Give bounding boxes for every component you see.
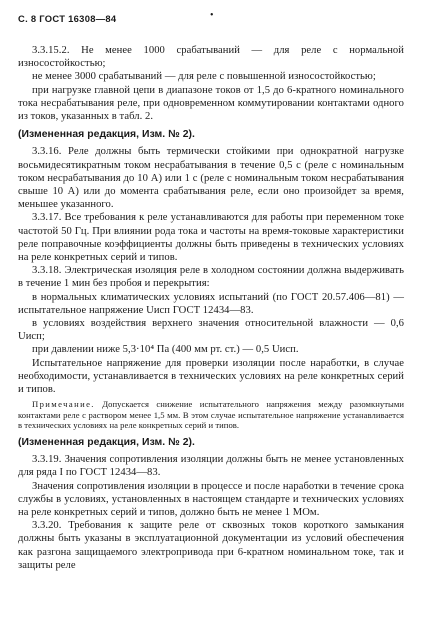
note-paragraph xyxy=(18,399,404,431)
paragraph: не менее 3000 срабатываний — для реле с повышенной износостойкостью; xyxy=(32,71,376,83)
paragraph: Испытательное напряжение для проверки изоляции после наработки, в случае необходимости, устанавливается в технических условиях на реле конкретных серий и типов. xyxy=(18,357,404,396)
note-label: Примечание. xyxy=(32,399,95,410)
paragraph: в нормальных климатических условиях испытаний (по ГОСТ 20.57.406—81) — испытательное напряжение Uисп ГОСТ 12434—83. xyxy=(18,291,404,316)
paragraph: 3.3.18. Электрическая изоляция реле в холодном состоянии должна выдерживать в течение 1 мин без пробоя и перекрытия: xyxy=(18,265,404,290)
paragraph: 3.3.16. Реле должны быть термически стойкими при однократной нагрузке восьмидесятикратным током несрабатывания в течение 0,5 с (реле с номинальным током несрабатывания до 10 А) или 1 с (реле с номинальным током несрабатывания свыше 10 А) или до момента срабатывания реле, если оно произойдет за время, меньшее указанного. xyxy=(18,146,404,211)
paragraph: 3.3.19. Значения сопротивления изоляции должны быть не менее установленных для ряда I по ГОСТ 12434—83. xyxy=(18,454,404,479)
amendment-heading: (Измененная редакция, Изм. № 2). xyxy=(18,129,195,141)
page-header: С. 8 ГОСТ 16308—84 xyxy=(18,13,117,24)
amendment-heading: (Измененная редакция, Изм. № 2). xyxy=(18,437,195,449)
document-body xyxy=(18,44,404,572)
paragraph: 3.3.20. Требования к защите реле от сквозных токов короткого замыкания должны быть указаны в эксплуатационной документации из условий обеспечения как разгона защищаемого электропривода при 6-кратном номинальном токе, так и защиты реле xyxy=(18,520,404,571)
paragraph: 3.3.17. Все требования к реле устанавливаются для работы при переменном токе частотой 50 Гц. При влиянии рода тока и частоты на время-токовые характеристики реле поправочные коэффициенты должны быть приведены в технических условиях на реле конкретных серий и типов. xyxy=(18,212,404,264)
paragraph: в условиях воздействия верхнего значения относительной влажности — 0,6 Uисп; xyxy=(18,318,404,343)
page-mark: • xyxy=(210,10,214,21)
paragraph: Значения сопротивления изоляции в процессе и после наработки в течение срока службы в условиях, установленных в настоящем стандарте и технических условиях на реле конкретных серий и типов, должно быть не менее 1 МОм. xyxy=(18,480,404,519)
paragraph: 3.3.15.2. Не менее 1000 срабатываний — для реле с нормальной износостойкостью; xyxy=(18,45,404,70)
paragraph: при давлении ниже 5,3·10⁴ Па (400 мм рт. ст.) — 0,5 Uисп. xyxy=(32,344,299,356)
note-text: Допускается снижение испытательного напряжения между разомкнутыми контактами реле с раствором менее 1,5 мм. В этом случае испытательное напряжение устанавливается в технических условиях на реле конкретных серий и типов. xyxy=(18,399,404,431)
paragraph: при нагрузке главной цепи в диапазоне токов от 1,5 до 6-кратного номинального тока несрабатывания реле, при одновременном коммутировании контактами одного из токов, указанных в табл. 2. xyxy=(18,84,404,123)
